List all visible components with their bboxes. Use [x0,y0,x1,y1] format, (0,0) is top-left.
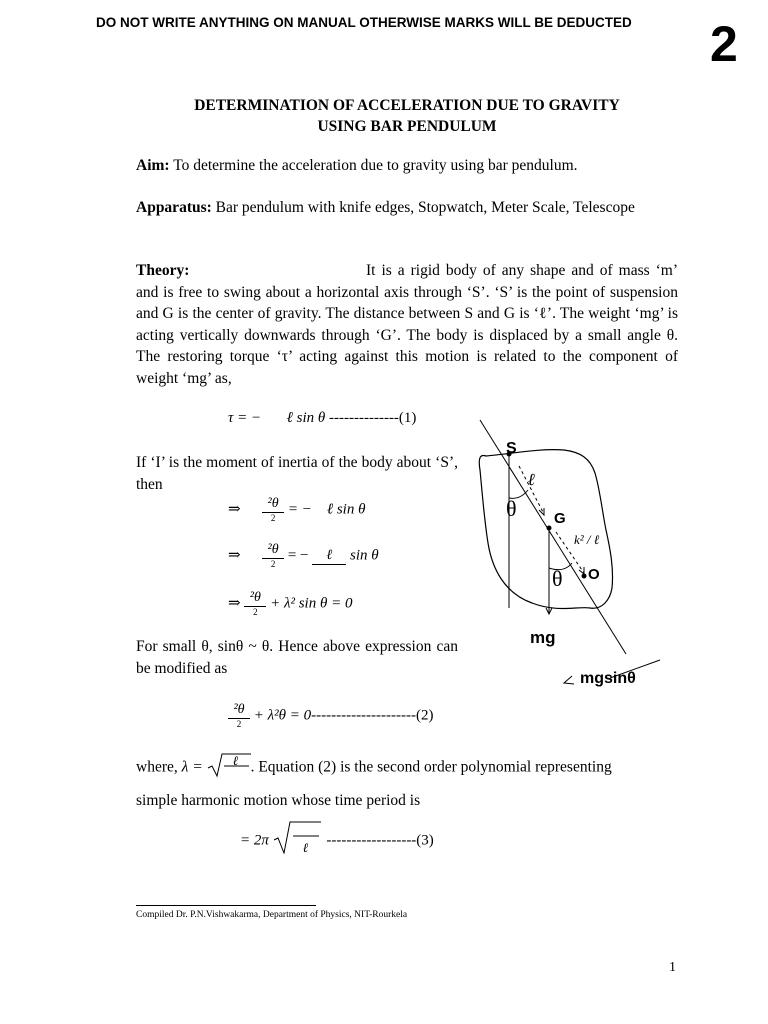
sqrt-symbol-2 [273,820,323,854]
footnote: Compiled Dr. P.N.Vishwakarma, Department of Physics, NIT-Rourkela [136,910,408,920]
eq2-rhs: + λ²θ = 0 [253,707,312,724]
apparatus-label: Apparatus: [136,199,212,216]
step3-num: ²θ [249,590,261,605]
eq3-sqrt [273,828,323,854]
label-mg: mg [530,628,556,647]
footnote-rule [136,905,316,906]
k-arrow-head [579,567,584,574]
label-l: ℓ [528,470,536,489]
label-mgsin-theta: mgsinθ [580,670,636,687]
theory-section [136,260,678,389]
apparatus-text: Bar pendulum with knife edges, Stopwatch, Meter Scale, Telescope [215,199,635,216]
pendulum-diagram [460,418,690,698]
sqrt-symbol-1 [207,752,251,778]
lambda-num: ℓ [232,753,238,768]
where-label: where, [136,758,178,776]
equation-2 [228,702,434,730]
eq3-lhs: = 2π [240,832,269,849]
aim-label: Aim: [136,157,170,174]
step1-rhs: = − ℓ sin θ [287,501,366,518]
eq2-den: 2 [228,718,250,730]
apparatus-section [136,197,678,219]
equation-step-1 [228,496,365,524]
step1-den: 2 [262,512,284,524]
rigid-body-outline [479,450,612,609]
eq1-rhs: ℓ sin θ [286,410,326,426]
point-o [582,574,587,579]
step3-den: 2 [244,606,266,618]
step2-den: 2 [262,558,284,570]
label-k2-over-l: k² / ℓ [574,532,600,547]
step1-fraction [262,496,284,524]
label-g: G [554,510,566,527]
shm-text: simple harmonic motion whose time period is [136,792,421,809]
equation-step-3 [228,590,352,618]
lambda-lhs: λ = [181,758,203,776]
page-title [136,95,678,137]
equation-1 [228,410,416,427]
mgsin-arrow-head [564,676,574,684]
eq3-tag: ------------------(3) [326,832,434,849]
label-theta-bottom: θ [552,566,563,591]
equation-step-2 [228,542,379,570]
eq2-num: ²θ [233,702,245,717]
title-line-1: DETERMINATION OF ACCELERATION DUE TO GRAVITY [194,97,620,114]
implies-arrow-2: ⇒ [228,547,241,564]
step3-fraction [244,590,266,618]
eq1-lhs: τ = − [228,410,262,426]
step1-num: ²θ [267,496,279,511]
title-line-2: USING BAR PENDULUM [317,118,497,135]
label-theta-top: θ [506,496,517,521]
label-s: S [506,440,517,457]
pendulum-figure [460,418,690,698]
step2-fraction [262,542,284,570]
moment-of-inertia-text: If ‘I’ is the moment of inertia of the body about ‘S’, then [136,454,458,493]
header-warning: DO NOT WRITE ANYTHING ON MANUAL OTHERWISE MARKS WILL BE DEDUCTED [96,15,632,30]
experiment-number: 2 [710,16,738,72]
step2-mid: = − [287,547,309,564]
lambda-sqrt [207,753,251,780]
eq2-tag: ---------------------(2) [311,707,434,724]
point-g [547,526,552,531]
aim-text: To determine the acceleration due to gravity using bar pendulum. [173,157,578,174]
step2-l-fraction [312,548,346,565]
equation-3 [240,828,434,854]
aim-section [136,155,678,177]
lambda-definition [136,753,696,780]
eq3-den: ℓ [302,840,309,855]
theory-text: It is a rigid body of any shape and of mass ‘m’ and is free to swing about a horizontal axis through ‘S’. ‘S’ is the point of suspension and G is the center of gravity. The distance between S and G is ‘ℓ’. The weight ‘mg’ is acting vertically downwards through ‘G’. The body is displaced by a small angle θ. The restoring torque ‘τ’ acting against this motion is related to the component of weight ‘mg’ as, [136,262,678,387]
label-o: O [588,566,600,583]
small-angle-text: For small θ, sinθ ~ θ. Hence above expression can be modified as [136,638,458,677]
theory-label: Theory: [136,262,190,279]
eq2-fraction [228,702,250,730]
step2-frac-num: ℓ [326,547,333,563]
eq1-tag: --------------(1) [329,410,417,426]
implies-arrow-1: ⇒ [228,501,241,518]
implies-arrow-3: ⇒ [228,595,241,612]
page-number: 1 [669,960,676,975]
step2-rhs: sin θ [350,547,379,564]
pendulum-axis-line [480,420,626,654]
where-text: . Equation (2) is the second order polynomial representing [250,758,612,776]
step2-num: ²θ [267,542,279,557]
step3-rhs: + λ² sin θ = 0 [270,595,353,612]
